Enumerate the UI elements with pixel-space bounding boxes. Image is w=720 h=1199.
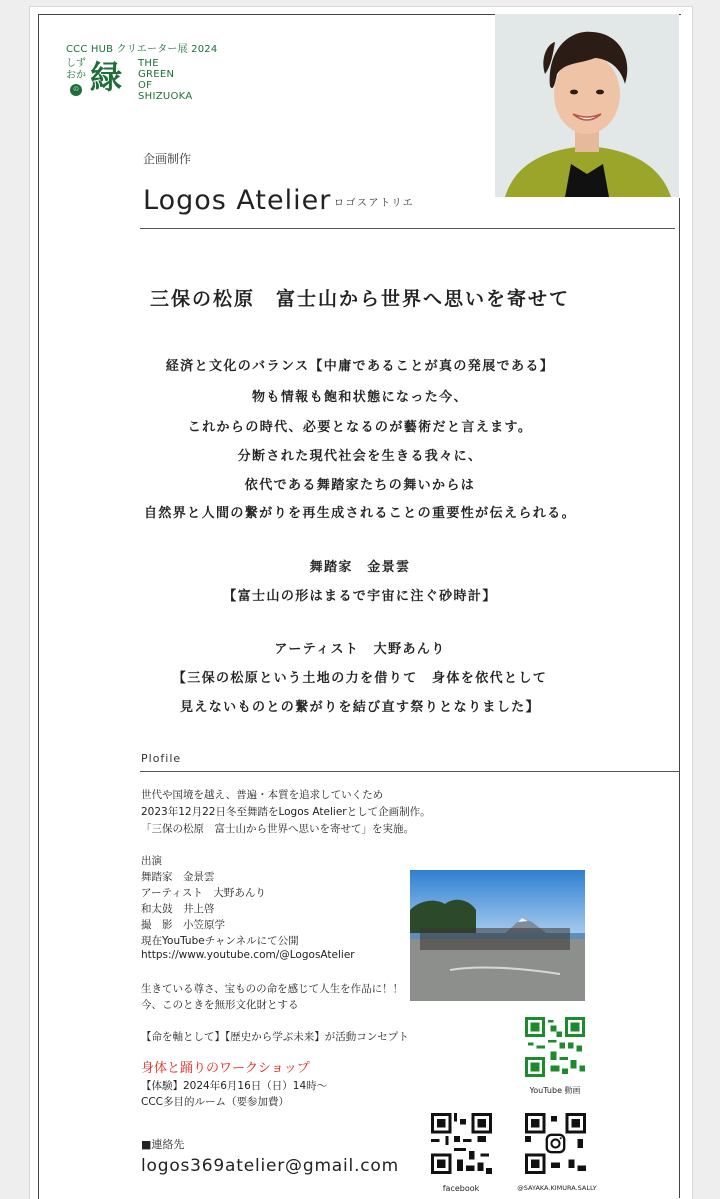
logo-en-3: OF: [138, 80, 153, 91]
qr-code-icon: [525, 1017, 585, 1077]
cast-line: 和太鼓 井上啓: [141, 903, 215, 915]
artist-quote-line: 見えないものとの繋がりを結び直す祭りとなりました】: [179, 700, 540, 715]
title-divider: [140, 228, 675, 229]
qr-code-facebook[interactable]: [431, 1113, 492, 1174]
logo-kana: [66, 58, 88, 82]
cast-line: アーティスト 大野あんり: [141, 887, 266, 899]
logo-kana-2: おか: [66, 70, 86, 81]
qr-code-icon: [431, 1113, 492, 1174]
profile-divider: [140, 771, 680, 772]
logo-no-badge: の: [70, 84, 82, 96]
qr-code-instagram[interactable]: [525, 1113, 586, 1174]
main-title: 三保の松原 富士山から世界へ思いを寄せて: [149, 288, 570, 310]
cast-label: 出演: [141, 855, 162, 867]
body-line: 物も情報も飽和状態になった今、: [251, 390, 468, 405]
qr-caption-facebook: facebook: [442, 1184, 480, 1193]
message-line: 生きている尊さ、宝ものの命を感じて人生を作品に！！: [141, 983, 404, 995]
body-line: これからの時代、必要となるのが藝術だと言えます。: [187, 420, 533, 435]
beach-illustration: [410, 870, 585, 1001]
org-name: Logos Atelier: [143, 185, 332, 216]
cast-line: 撮 影 小笠原学: [141, 919, 225, 931]
qr-caption-youtube: YouTube 動画: [529, 1086, 581, 1095]
artist-label: アーティスト 大野あんり: [274, 642, 446, 657]
contact-label: ■連絡先: [141, 1138, 185, 1151]
workshop-date: 【体験】2024年6月16日（日）14時～: [141, 1080, 328, 1092]
logo-en-2: GREEN: [138, 69, 175, 80]
qr-code-icon: [525, 1113, 586, 1174]
cast-line: 舞踏家 金景雲: [141, 871, 215, 883]
workshop-place: CCC多目的ルーム（要参加費）: [141, 1096, 289, 1108]
portrait-illustration: [495, 14, 679, 197]
profile-intro-line: 世代や国境を越え、普遍・本質を追求していくため: [141, 789, 384, 801]
profile-label: Plofile: [141, 752, 182, 765]
shizuoka-green-logo: [66, 56, 216, 106]
workshop-title: 身体と踊りのワークショップ: [141, 1061, 310, 1076]
logo-en-1: THE: [138, 58, 159, 69]
cast-line: 現在YouTubeチャンネルにて公開: [141, 935, 299, 947]
message-line: 今、このときを無形文化財とする: [141, 999, 299, 1011]
contact-email[interactable]: logos369atelier@gmail.com: [141, 1156, 399, 1176]
profile-intro-line: 「三保の松原 富士山から世界へ思いを寄せて」を実施。: [141, 823, 414, 835]
body-line: 依代である舞踏家たちの舞いからは: [244, 478, 476, 493]
artist-quote-line: 【三保の松原という土地の力を借りて 身体を依代として: [172, 671, 548, 686]
beach-group-photo: [410, 870, 585, 1001]
body-line: 分断された現代社会を生きる我々に、: [237, 449, 483, 464]
concept-line: 【命を軸として】【歴史から学ぶ未来】が活動コンセプト: [141, 1031, 409, 1043]
org-name-kana: ロゴスアトリエ: [334, 198, 415, 209]
portrait-photo: [495, 14, 679, 197]
qr-caption-instagram: @SAYAKA.KIMURA.SALLY: [517, 1184, 597, 1192]
exhibit-label: CCC HUB クリエーター展 2024: [66, 44, 218, 55]
logo-en-4: SHIZUOKA: [138, 91, 193, 102]
body-line: 経済と文化のバランス【中庸であることが真の発展である】: [165, 359, 555, 374]
logo-english: [138, 58, 192, 102]
logo-kanji: 緑: [90, 58, 123, 96]
logo-kana-1: しず: [66, 58, 86, 69]
dancer-label: 舞踏家 金景雲: [309, 560, 411, 575]
youtube-url[interactable]: https://www.youtube.com/@LogosAtelier: [141, 949, 355, 961]
planning-label: 企画制作: [143, 152, 192, 166]
dancer-quote: 【富士山の形はまるで宇宙に注ぐ砂時計】: [223, 589, 497, 604]
profile-intro-line: 2023年12月22日冬至舞踏をLogos Atelierとして企画制作。: [141, 806, 431, 818]
body-line: 自然界と人間の繋がりを再生成されることの重要性が伝えられる。: [143, 506, 576, 521]
qr-code-youtube[interactable]: [525, 1017, 585, 1077]
